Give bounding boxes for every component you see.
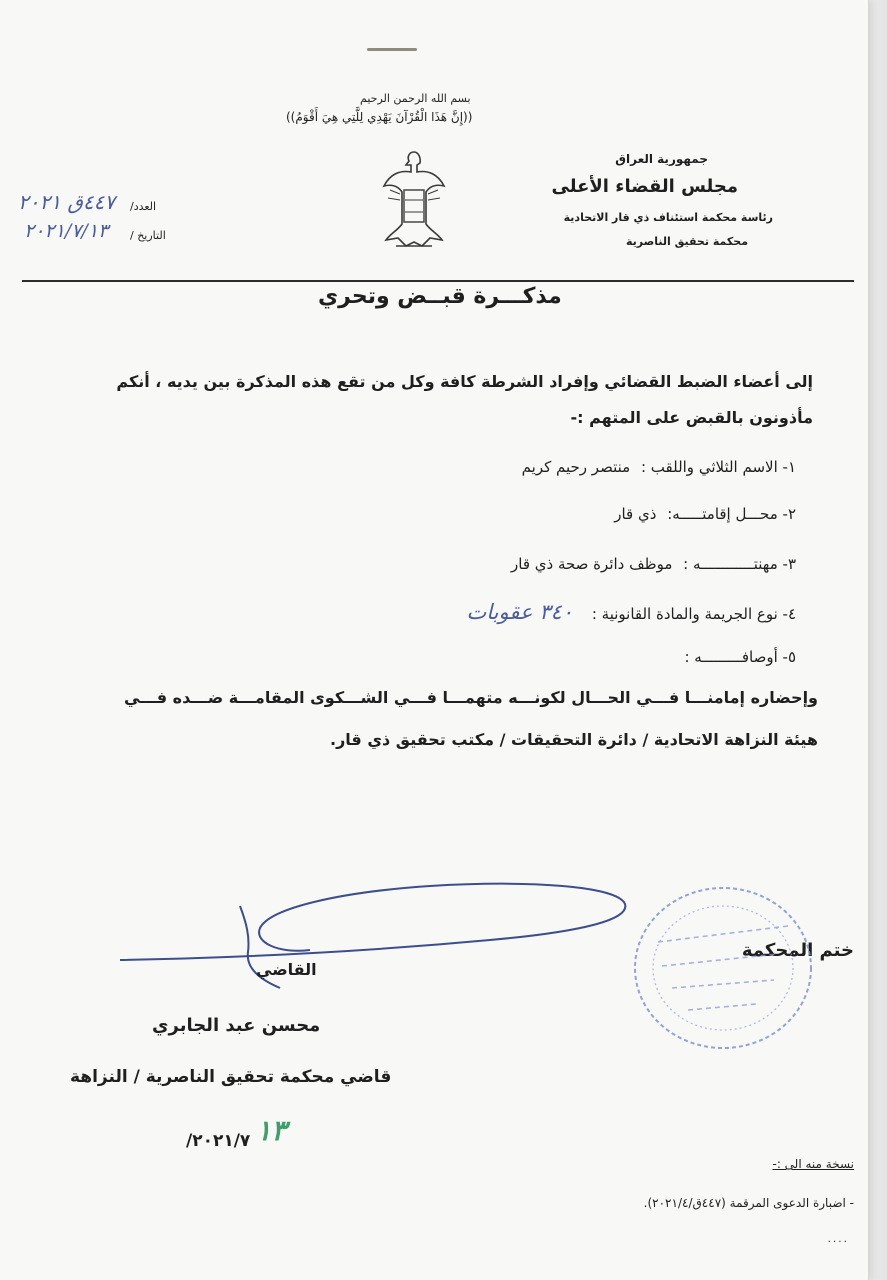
item-occupation bbox=[511, 555, 796, 573]
country-name: جمهورية العراق bbox=[615, 152, 708, 166]
item-label: ٥- أوصافـــــــــه : bbox=[684, 648, 796, 666]
signature-date bbox=[186, 1114, 287, 1153]
closing-line-1: وإحضاره إمامنـــا فـــي الحـــال لكونـــه متهمـــا فـــي الشـــكوى المقامـــة ضـــده فـــي bbox=[124, 688, 818, 707]
handwritten-date: ٢٠٢١/٧/١٣ bbox=[24, 220, 109, 242]
closing-line-2: هيئة النزاهة الاتحادية / دائرة التحقيقات / مكتب تحقيق ذي قار. bbox=[329, 730, 818, 749]
item-label: ٣- مهنتــــــــــــه : bbox=[683, 555, 796, 573]
number-label: العدد/ bbox=[130, 200, 157, 213]
item-label: ٢- محـــل إقامتـــــه: bbox=[667, 505, 796, 523]
basmala: بسم الله الرحمن الرحيم bbox=[360, 92, 471, 105]
judge-role: القاضي bbox=[256, 960, 317, 979]
item-value: منتصر رحيم كريم bbox=[521, 458, 631, 476]
appeal-presidency: رئاسة محكمة استئناف ذي قار الاتحادية bbox=[563, 211, 773, 224]
intro-line-2: مأذونون بالقبض على المتهم :- bbox=[570, 408, 813, 427]
quran-verse: ((إِنَّ هَذَا الْقُرْآنَ يَهْدِي لِلَّتِي هِيَ أَقْوَمُ)) bbox=[286, 110, 473, 124]
handwritten-case-number: ٤٤٧ق ٢٠٢١ bbox=[18, 190, 116, 214]
court-name: محكمة تحقيق الناصرية bbox=[625, 235, 748, 248]
iraq-eagle-emblem bbox=[378, 146, 450, 254]
copy-to-entry: - اضبارة الدعوى المرقمة (٤٤٧ق/٢٠٢١/٤). bbox=[643, 1196, 854, 1210]
item-value: موظف دائرة صحة ذي قار bbox=[511, 555, 673, 573]
footer-mark: ٠٠٠٠ bbox=[826, 1236, 848, 1247]
item-label: ٤- نوع الجريمة والمادة القانونية : bbox=[591, 605, 796, 623]
item-value: ذي قار bbox=[614, 505, 657, 523]
court-stamp bbox=[628, 880, 818, 1056]
judge-title: قاضي محكمة تحقيق الناصرية / النزاهة bbox=[70, 1067, 392, 1087]
item-residence bbox=[614, 505, 796, 523]
intro-line-1: إلى أعضاء الضبط القضائي وإفراد الشرطة كافة وكل من تقع هذه المذكرة بين يديه ، أنكم bbox=[116, 372, 813, 391]
item-full-name bbox=[522, 458, 796, 476]
document-title: مذكـــرة قبــض وتحري bbox=[318, 284, 562, 309]
handwritten-day: ١٣ bbox=[256, 1114, 287, 1147]
top-rule bbox=[367, 48, 417, 51]
court-seal-label: ختم المحكمة bbox=[741, 940, 854, 961]
council-name: مجلس القضاء الأعلى bbox=[551, 176, 738, 197]
printed-date: ٢٠٢١/٧/ bbox=[186, 1131, 251, 1151]
judge-signature bbox=[110, 878, 640, 998]
judge-name: محسن عبد الجابري bbox=[152, 1015, 321, 1036]
item-label: ١- الاسم الثلاثي واللقب : bbox=[640, 458, 796, 476]
copy-to-heading: نسخة منه الى :- bbox=[772, 1157, 854, 1171]
date-label: التاريخ / bbox=[130, 229, 166, 242]
item-description bbox=[684, 648, 796, 666]
header-divider bbox=[22, 280, 854, 282]
item-crime-article bbox=[467, 600, 796, 624]
handwritten-article-value: ٣٤٠ عقوبات bbox=[466, 600, 574, 624]
